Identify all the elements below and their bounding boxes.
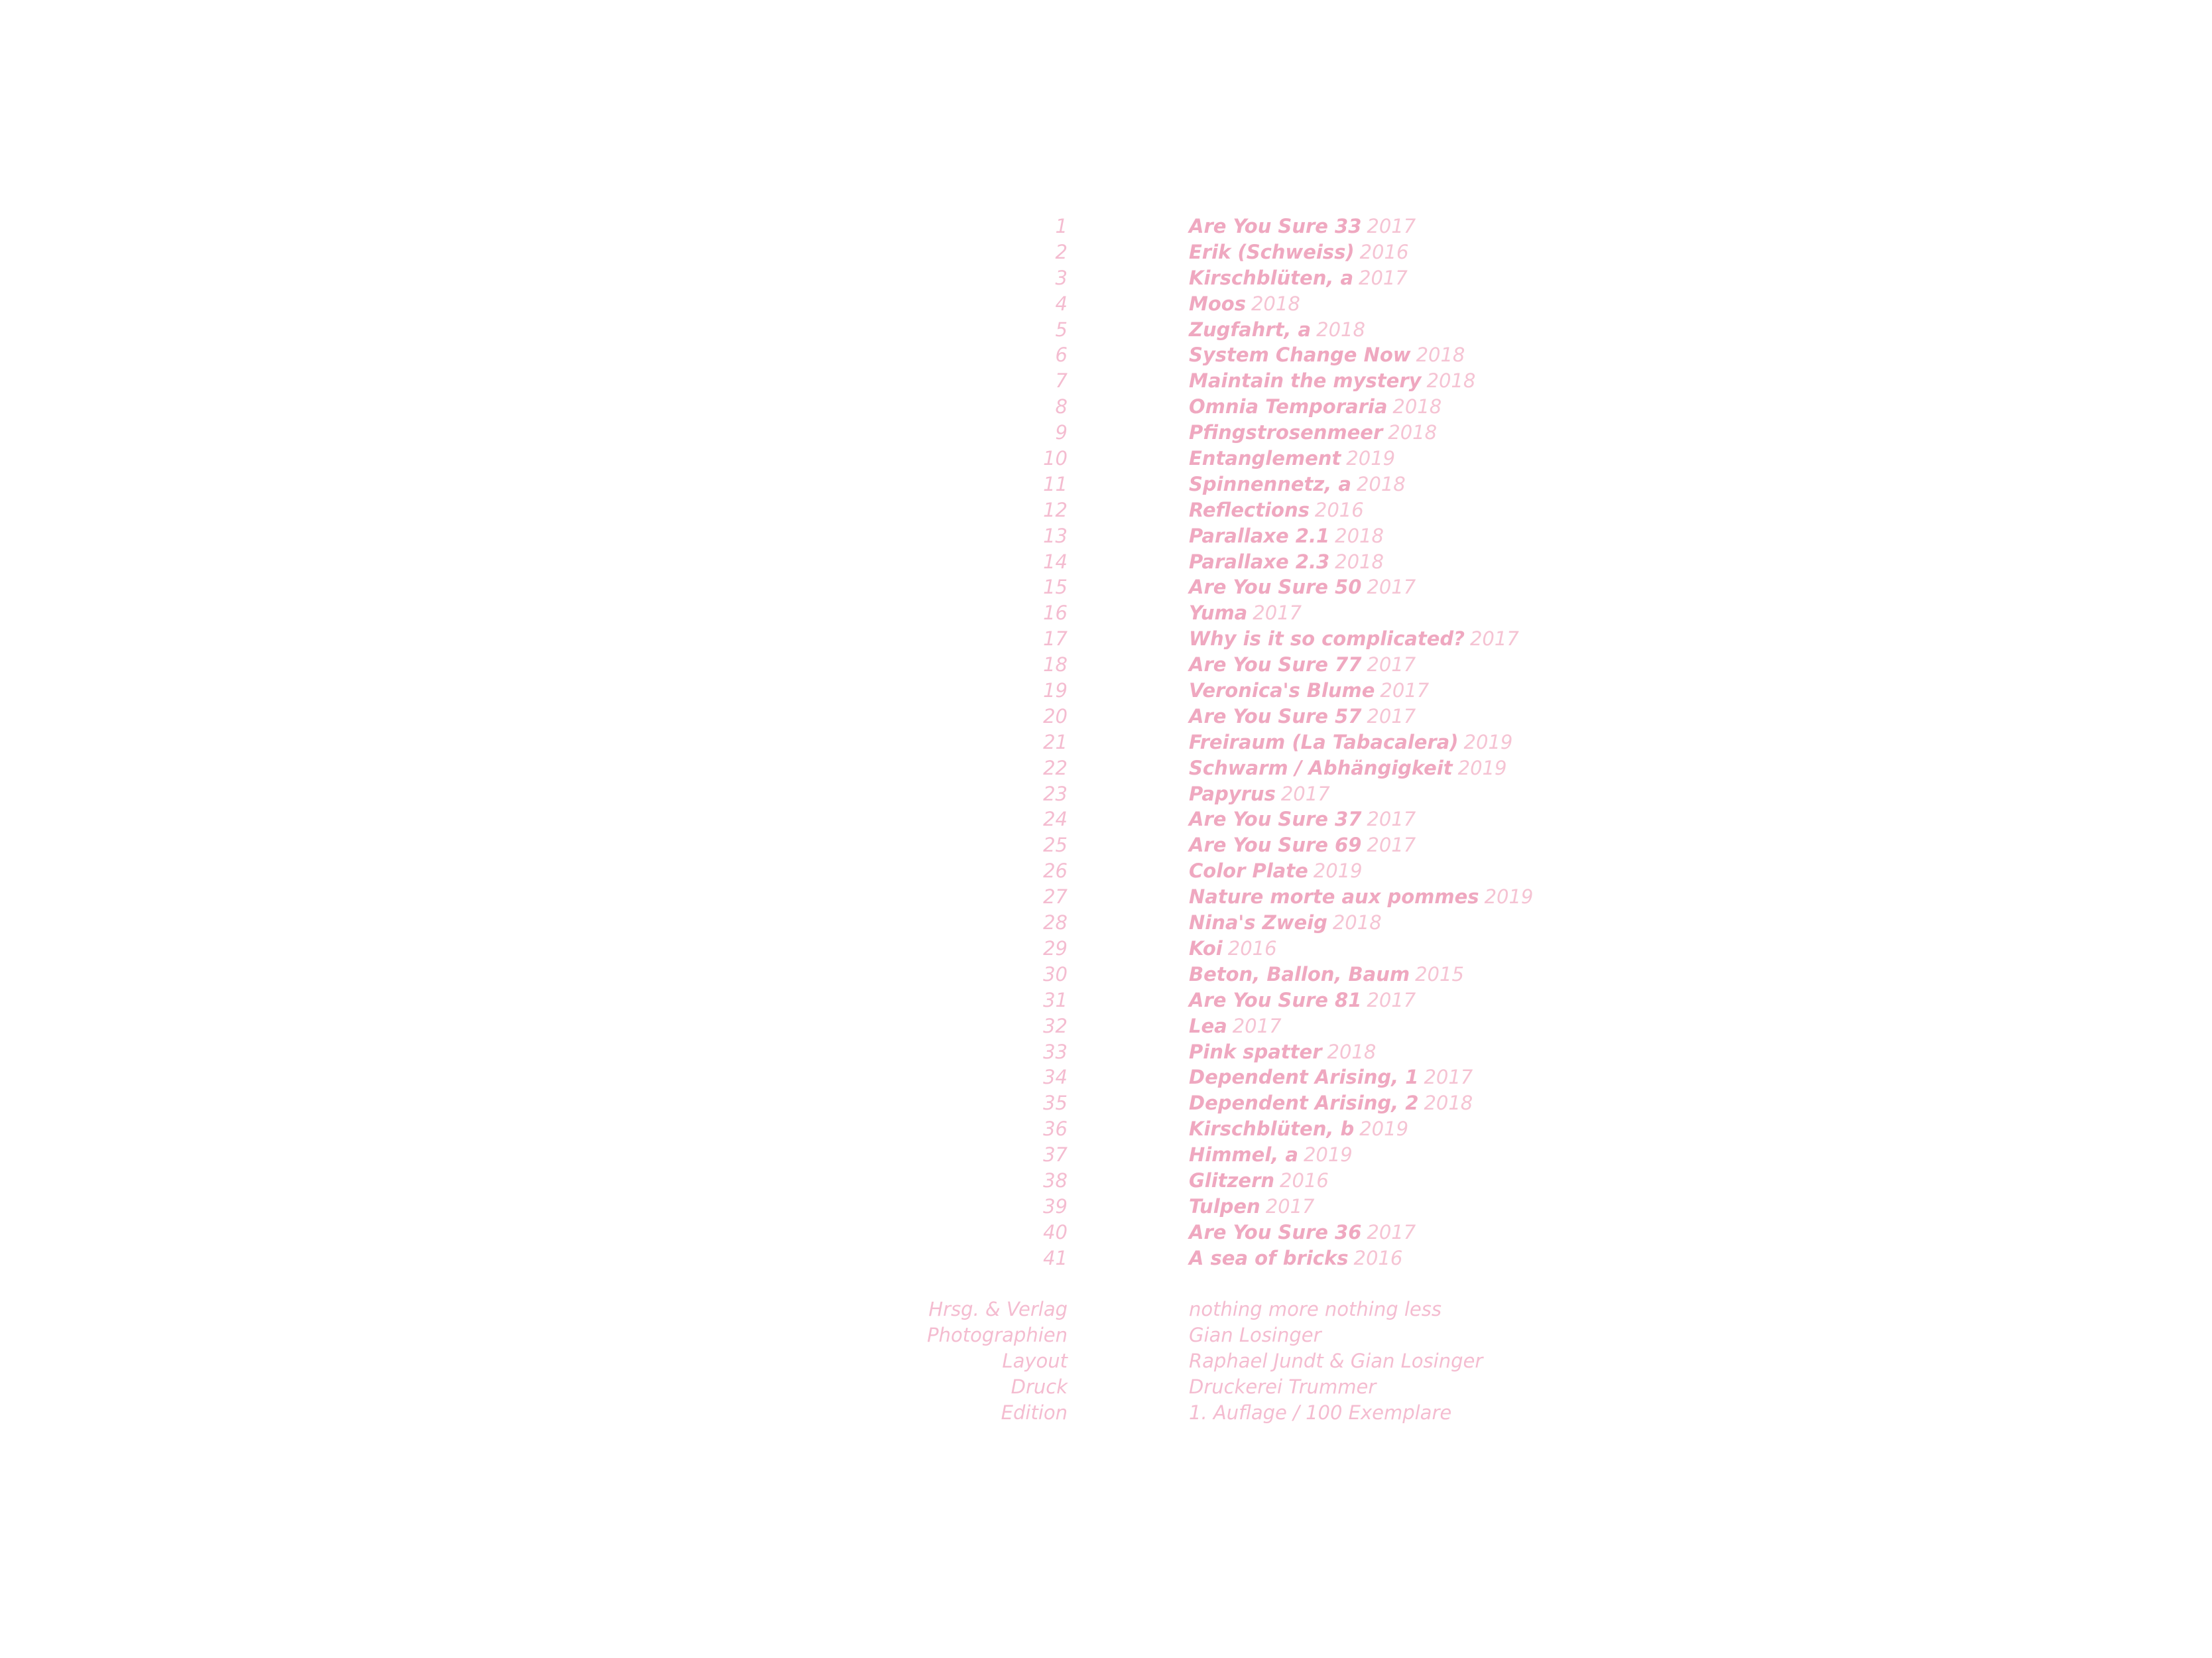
work-number: 22 [1043,756,1068,779]
work-year: 2017 [1367,215,1416,237]
work-title-year [1189,394,1442,420]
work-title: Schwarm / Abhängigkeit [1189,756,1453,779]
work-year: 2017 [1380,679,1430,702]
work-title-year [1189,755,1506,781]
work-title: Tulpen [1189,1194,1260,1218]
work-entry [0,988,2212,1013]
work-year: 2019 [1463,730,1513,753]
work-title-year [1189,1039,1376,1065]
work-year: 2017 [1232,1014,1282,1037]
work-entry [0,962,2212,988]
work-number: 18 [1043,653,1068,676]
work-title: Entanglement [1189,447,1341,470]
colophon-label: Hrsg. & Verlag [928,1298,1068,1320]
work-entry [0,265,2212,291]
work-title-year [1189,988,1416,1013]
work-year: 2019 [1457,756,1507,779]
work-entry [0,1039,2212,1065]
work-title-year [1189,858,1363,884]
work-title-year [1189,600,1302,626]
work-entry [0,1220,2212,1245]
work-year: 2016 [1280,1169,1329,1192]
work-entry [0,368,2212,394]
work-title-year [1189,910,1382,936]
work-entry [0,600,2212,626]
work-title-year [1189,239,1408,265]
work-title: Himmel, a [1189,1143,1298,1167]
work-year: 2019 [1346,447,1396,470]
work-title: Are You Sure 50 [1189,576,1362,599]
colophon-label: Edition [1001,1401,1068,1424]
work-number: 20 [1043,704,1068,728]
work-entry [0,884,2212,910]
work-number: 5 [1055,318,1068,341]
work-title: Spinnennetz, a [1189,472,1351,495]
work-year: 2018 [1388,421,1438,444]
work-title-year [1189,1220,1416,1245]
work-number: 16 [1043,602,1068,625]
work-title-year [1189,317,1365,343]
work-title: Dependent Arising, 2 [1189,1092,1419,1115]
colophon-row [0,1322,2212,1348]
work-entry [0,832,2212,858]
colophon-value: Raphael Jundt & Gian Losinger [1189,1349,1483,1372]
work-year: 2017 [1367,576,1416,599]
work-number: 35 [1043,1092,1068,1115]
work-number: 23 [1043,782,1068,805]
work-year: 2017 [1359,266,1408,289]
work-year: 2017 [1253,602,1302,625]
work-number: 3 [1055,266,1068,289]
work-number: 11 [1043,472,1068,495]
work-number: 15 [1043,576,1068,599]
work-title-year [1189,368,1475,394]
work-entry [0,806,2212,832]
work-number: 9 [1055,421,1068,444]
work-title-year [1189,781,1330,807]
colophon [0,1297,2212,1425]
work-entry [0,239,2212,265]
work-entry [0,291,2212,317]
work-title-year [1189,652,1416,678]
work-title: Pink spatter [1189,1040,1322,1063]
work-number: 27 [1043,885,1068,909]
work-number: 26 [1043,860,1068,883]
work-title-year [1189,832,1416,858]
work-title-year [1189,1013,1282,1039]
work-title-year [1189,1168,1329,1194]
work-year: 2019 [1313,860,1363,883]
work-number: 41 [1043,1246,1068,1269]
work-year: 2019 [1484,885,1534,909]
work-title-year [1189,523,1384,549]
work-entry [0,574,2212,600]
work-title: Beton, Ballon, Baum [1189,962,1410,986]
work-number: 14 [1043,550,1068,573]
work-title: Moos [1189,292,1246,315]
work-title: Veronica's Blume [1189,679,1375,702]
work-title-year [1189,420,1437,446]
work-title-year [1189,806,1416,832]
colophon-value: 1. Auflage / 100 Exemplare [1189,1401,1452,1424]
colophon-value: nothing more nothing less [1189,1298,1442,1320]
work-title-year [1189,214,1416,239]
work-title: Zugfahrt, a [1189,318,1312,341]
work-title-year [1189,265,1408,291]
work-entry [0,1064,2212,1090]
work-title-year [1189,936,1277,962]
work-title: Nature morte aux pommes [1189,885,1479,909]
work-title: A sea of bricks [1189,1246,1349,1269]
work-year: 2017 [1367,808,1416,831]
work-entry [0,781,2212,807]
work-title: Parallaxe 2.3 [1189,550,1330,573]
work-year: 2018 [1356,472,1406,495]
work-title-year [1189,1194,1315,1220]
work-year: 2016 [1227,936,1277,960]
work-year: 2018 [1424,1092,1473,1115]
work-title: Maintain the mystery [1189,369,1422,393]
work-title: Freiraum (La Tabacalera) [1189,730,1459,753]
work-entry [0,910,2212,936]
work-title: Are You Sure 36 [1189,1220,1362,1244]
work-number: 38 [1043,1169,1068,1192]
work-number: 19 [1043,679,1068,702]
work-title: Are You Sure 81 [1189,988,1362,1011]
work-number: 12 [1043,498,1068,521]
work-number: 39 [1043,1194,1068,1218]
work-number: 10 [1043,447,1068,470]
work-number: 31 [1043,988,1068,1011]
work-year: 2017 [1469,627,1519,651]
work-number: 33 [1043,1040,1068,1063]
work-entry [0,549,2212,575]
work-title: Pfingstrosenmeer [1189,421,1383,444]
work-entry [0,394,2212,420]
work-entry [0,1142,2212,1168]
colophon-row [0,1297,2212,1322]
work-title-year [1189,1090,1473,1116]
work-year: 2019 [1359,1117,1409,1141]
work-entry [0,317,2212,343]
work-number: 36 [1043,1117,1068,1141]
work-year: 2017 [1424,1066,1473,1089]
work-entry [0,1168,2212,1194]
work-entry [0,678,2212,704]
work-year: 2019 [1303,1143,1353,1167]
work-number: 21 [1043,730,1068,753]
work-number: 4 [1055,292,1068,315]
work-title-year [1189,1064,1473,1090]
work-year: 2016 [1314,498,1364,521]
work-number: 17 [1043,627,1068,651]
work-year: 2017 [1265,1194,1315,1218]
work-entry [0,342,2212,368]
work-title-year [1189,1142,1353,1168]
work-year: 2018 [1416,344,1465,367]
work-title-year [1189,884,1533,910]
work-entry [0,420,2212,446]
work-year: 2018 [1392,395,1442,418]
work-title: Why is it so complicated? [1189,627,1465,651]
work-year: 2015 [1415,962,1464,986]
work-number: 1 [1055,215,1068,237]
work-number: 7 [1055,369,1068,393]
work-title: Erik (Schweiss) [1189,240,1355,263]
work-year: 2018 [1316,318,1365,341]
work-entry [0,472,2212,497]
work-entry [0,936,2212,962]
work-entry [0,1245,2212,1271]
work-title: Are You Sure 57 [1189,704,1362,728]
work-entry [0,497,2212,523]
work-entry [0,446,2212,472]
work-entry [0,730,2212,755]
work-year: 2018 [1426,369,1476,393]
work-title-year [1189,962,1464,988]
work-number: 30 [1043,962,1068,986]
work-year: 2018 [1327,1040,1377,1063]
work-entry [0,1090,2212,1116]
work-title: Yuma [1189,602,1248,625]
work-number: 2 [1055,240,1068,263]
work-title-year [1189,342,1465,368]
work-year: 2017 [1367,988,1416,1011]
colophon-label: Photographien [927,1323,1068,1346]
work-year: 2016 [1359,240,1409,263]
work-number: 29 [1043,936,1068,960]
work-title-year [1189,1116,1408,1142]
work-title: Kirschblüten, b [1189,1117,1355,1141]
work-title: Papyrus [1189,782,1276,805]
work-title: Are You Sure 69 [1189,834,1362,857]
work-number: 28 [1043,911,1068,934]
work-title: Kirschblüten, a [1189,266,1354,289]
colophon-row [0,1348,2212,1374]
work-title-year [1189,678,1429,704]
work-title-year [1189,446,1395,472]
work-number: 24 [1043,808,1068,831]
work-title: Reflections [1189,498,1310,521]
work-entry [0,652,2212,678]
work-number: 40 [1043,1220,1068,1244]
work-year: 2018 [1251,292,1300,315]
work-title-year [1189,626,1519,652]
work-title: Are You Sure 77 [1189,653,1362,676]
work-year: 2016 [1353,1246,1403,1269]
work-entry [0,1013,2212,1039]
work-title: Glitzern [1189,1169,1275,1192]
work-title: Parallaxe 2.1 [1189,524,1330,547]
colophon-label: Druck [1011,1375,1068,1398]
work-title-year [1189,730,1512,755]
work-title: Koi [1189,936,1223,960]
work-entry [0,1194,2212,1220]
work-title: Omnia Temporaria [1189,395,1388,418]
work-number: 8 [1055,395,1068,418]
work-title: System Change Now [1189,344,1411,367]
work-title: Are You Sure 37 [1189,808,1362,831]
work-year: 2017 [1280,782,1330,805]
colophon-label: Layout [1002,1349,1068,1372]
work-title-year [1189,549,1384,575]
work-title-year [1189,574,1416,600]
work-entry [0,755,2212,781]
work-entry [0,858,2212,884]
work-number: 32 [1043,1014,1068,1037]
work-title-year [1189,291,1300,317]
colophon-value: Gian Losinger [1189,1323,1321,1346]
work-title-year [1189,497,1364,523]
work-entry [0,214,2212,239]
work-number: 6 [1055,344,1068,367]
work-title: Nina's Zweig [1189,911,1327,934]
colophon-row [0,1374,2212,1400]
work-entry [0,704,2212,730]
work-year: 2018 [1335,550,1384,573]
work-title: Are You Sure 33 [1189,215,1362,237]
work-year: 2018 [1332,911,1382,934]
work-number: 25 [1043,834,1068,857]
colophon-row [0,1400,2212,1426]
work-year: 2017 [1367,704,1416,728]
work-year: 2017 [1367,653,1416,676]
work-title-year [1189,1245,1402,1271]
work-entry [0,523,2212,549]
work-title-year [1189,704,1416,730]
colophon-value: Druckerei Trummer [1189,1375,1377,1398]
work-entry [0,1116,2212,1142]
work-entry [0,626,2212,652]
work-title-year [1189,472,1406,497]
works-index-list [0,214,2212,1271]
work-title: Lea [1189,1014,1227,1037]
work-year: 2017 [1367,1220,1416,1244]
work-number: 37 [1043,1143,1068,1167]
work-title: Dependent Arising, 1 [1189,1066,1419,1089]
work-number: 34 [1043,1066,1068,1089]
work-year: 2018 [1335,524,1384,547]
work-title: Color Plate [1189,860,1308,883]
work-number: 13 [1043,524,1068,547]
work-year: 2017 [1367,834,1416,857]
